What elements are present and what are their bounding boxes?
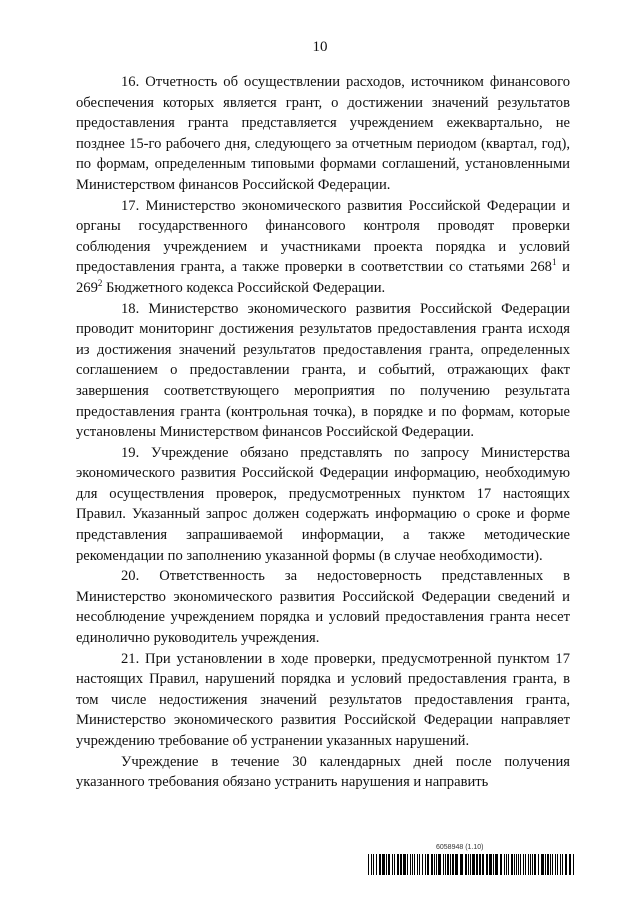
page-number: 10 (312, 39, 328, 55)
article-269-superscript: 2 (97, 278, 103, 289)
barcode-icon (368, 854, 574, 875)
document-body (76, 72, 570, 793)
article-268-superscript: 1 (551, 257, 557, 268)
paragraph-17 (76, 196, 570, 299)
paragraph-17-mid: и 269 (76, 259, 570, 296)
paragraph-17-tail: Бюджетного кодекса Российской Федерации. (102, 279, 386, 296)
paragraph-17-text: 17. Министерство экономического развития Российской Федерации и органы государственного финансового контроля проводят проверки соблюдения учреждением и участниками проекта порядка и условий предоставления гранта, а также проверки в соответствии со статьями 268 (76, 197, 570, 276)
paragraph-21-continuation: Учреждение в течение 30 календарных дней после получения указанного требования обязано устранить нарушения и направить (76, 753, 570, 791)
paragraph-19: 19. Учреждение обязано представлять по запросу Министерства экономического развития Российской Федерации информацию, необходимую для осуществления проверок, предусмотренных пунктом 17 настоящих Правил. Указанный запрос должен содержать информацию о сроке и форме представления запрашиваемой информации, а также методические рекомендации по заполнению указанной формы (в случае необходимости). (76, 444, 570, 564)
paragraph-21: 21. При установлении в ходе проверки, предусмотренной пунктом 17 настоящих Правил, нарушений порядка и условий предоставления гранта, в том числе недостижения значений результатов предоставления гранта, Министерство экономического развития Российской Федерации направляет учреждению требование об устранении указанных нарушений. (76, 650, 570, 749)
document-code: 6058948 (1.10) (436, 844, 484, 851)
paragraph-20: 20. Ответственность за недостоверность представленных в Министерство экономического развития Российской Федерации сведений и несоблюдение учреждением порядка и условий предоставления гранта несет единолично руководитель учреждения. (76, 568, 570, 647)
paragraph-18: 18. Министерство экономического развития Российской Федерации проводит мониторинг достижения результатов предоставления гранта исходя из достижения значений результатов предоставления гранта, определенных соглашением о предоставлении гранта, и событий, отражающих факт завершения соответствующего мероприятия по получению результата предоставления гранта (контрольная точка), в порядке и по формам, которые установлены Министерством финансов Российской Федерации. (76, 300, 570, 441)
paragraph-16: 16. Отчетность об осуществлении расходов, источником финансового обеспечения которых является грант, о достижении значений результатов предоставления гранта представляется учреждением ежеквартально, не позднее 15-го рабочего дня, следующего за отчетным периодом (квартал, год), по формам, определенным типовыми формами соглашений, установленными Министерством финансов Российской Федерации. (76, 74, 570, 193)
